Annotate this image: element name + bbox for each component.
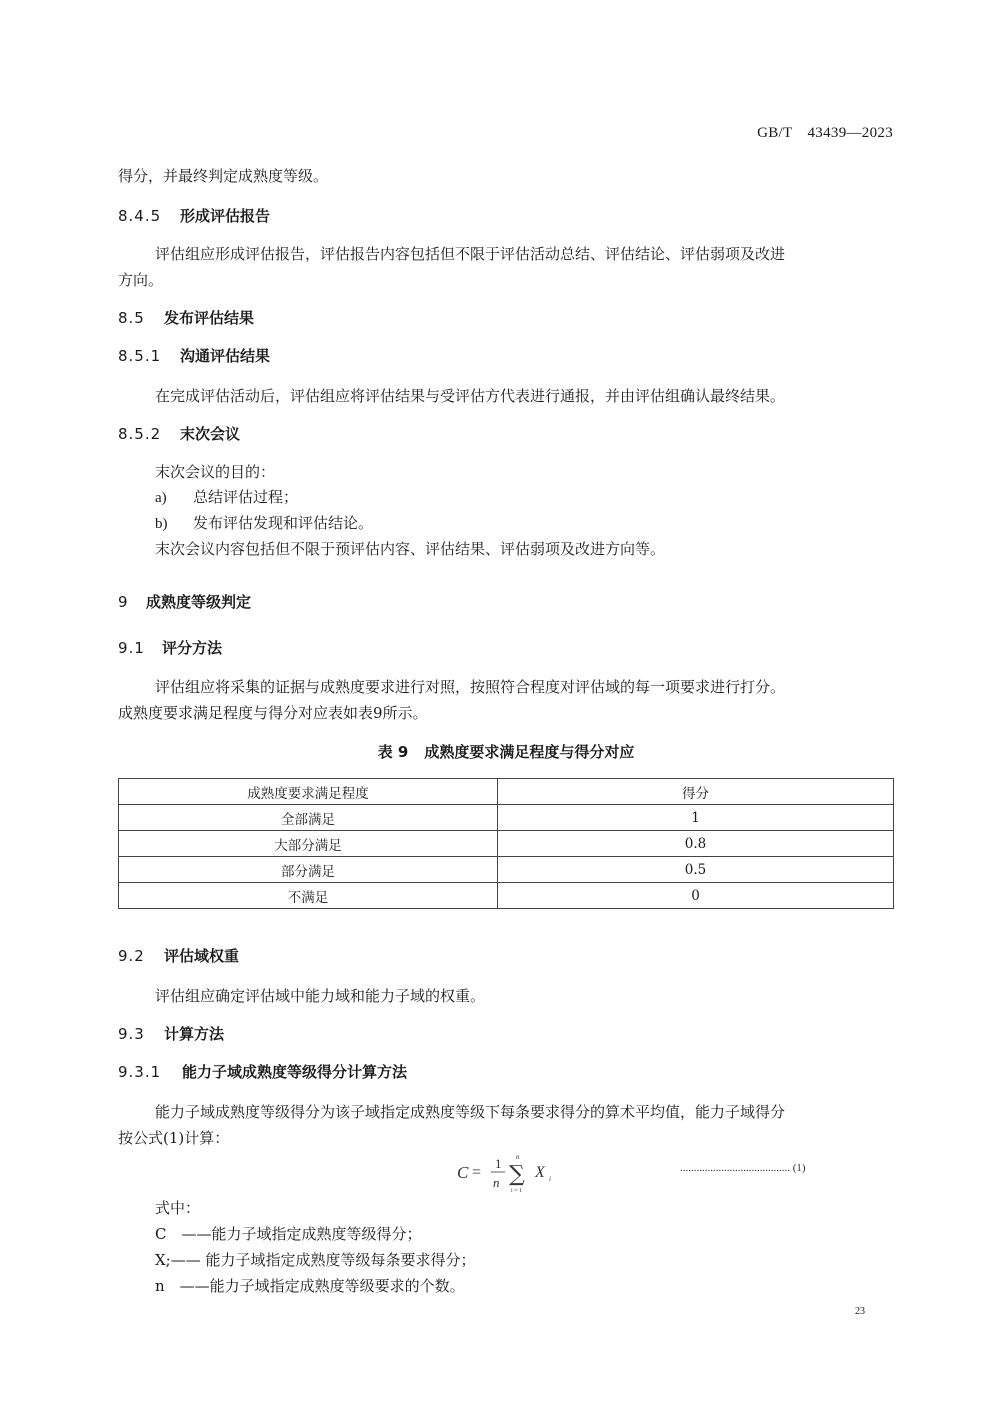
table-cell: 不满足 (119, 883, 498, 909)
document-number: GB/T 43439—2023 (757, 125, 893, 141)
table-caption-title: 成熟度要求满足程度与得分对应 (424, 743, 635, 761)
table-row (119, 831, 894, 857)
table-cell: 0 (498, 883, 894, 909)
where-item: X;—— 能力子域指定成熟度等级每条要求得分； (155, 1251, 476, 1269)
table-row (119, 805, 894, 831)
table-cell: 0.5 (498, 857, 894, 883)
heading-number: 9.1 (118, 639, 145, 657)
where-label: 式中： (155, 1199, 201, 1217)
table-cell: 0.8 (498, 831, 894, 857)
equation-number: (1) (792, 1162, 806, 1174)
heading-number: 9.3.1 (118, 1063, 162, 1081)
heading-title: 形成评估报告 (180, 207, 271, 225)
sum-lower-limit: i = 1 (511, 1188, 523, 1194)
table-cell: 1 (498, 805, 894, 831)
heading-8-5-2 (118, 424, 240, 444)
paragraph: 评估组应将采集的证据与成熟度要求进行对照，按照符合程度对评估域的每一项要求进行打分。 (155, 678, 786, 696)
list-item (155, 513, 373, 534)
heading-9 (118, 592, 251, 612)
heading-8-4-5 (118, 206, 270, 226)
formula-lhs: C (457, 1163, 469, 1182)
paragraph: 按公式(1)计算： (118, 1129, 230, 1147)
table-row (119, 857, 894, 883)
paragraph: 末次会议的目的： (155, 463, 276, 481)
heading-number: 9 (118, 593, 128, 611)
table-9 (118, 778, 894, 909)
heading-title: 计算方法 (164, 1025, 225, 1043)
table-row (119, 883, 894, 909)
heading-number: 8.5 (118, 309, 145, 327)
heading-number: 9.3 (118, 1025, 145, 1043)
list-item-label: b) (155, 516, 168, 532)
list-item (155, 487, 298, 508)
table-cell: 大部分满足 (119, 831, 498, 857)
heading-title: 能力子域成熟度等级得分计算方法 (182, 1063, 408, 1081)
page-number: 23 (855, 1306, 865, 1317)
sum-sigma: ∑ (509, 1162, 525, 1187)
formula-numerator: 1 (495, 1156, 502, 1171)
heading-title: 评分方法 (162, 639, 223, 657)
heading-title: 成熟度等级判定 (146, 593, 252, 611)
heading-9-3-1 (118, 1062, 407, 1082)
where-item: C ——能力子域指定成熟度等级得分； (155, 1225, 422, 1243)
paragraph: 能力子域成熟度等级得分为该子域指定成熟度等级下每条要求得分的算术平均值，能力子域得分 (155, 1103, 786, 1121)
table-caption (0, 741, 1000, 762)
equation-leader (680, 1162, 806, 1174)
formula-term: X (535, 1164, 545, 1181)
formula-1 (455, 1150, 595, 1198)
heading-9-1 (118, 638, 222, 658)
heading-number: 8.5.2 (118, 425, 162, 443)
heading-title: 沟通评估结果 (180, 347, 271, 365)
table-cell: 全部满足 (119, 805, 498, 831)
paragraph: 在完成评估活动后，评估组应将评估结果与受评估方代表进行通报，并由评估组确认最终结果。 (155, 387, 786, 405)
heading-title: 末次会议 (180, 425, 241, 443)
heading-9-3 (118, 1024, 224, 1044)
table-header-row (119, 779, 894, 805)
sum-upper-limit: n (516, 1153, 520, 1161)
leader-dots: ........................................ (680, 1162, 790, 1174)
table-caption-number: 表 9 (377, 743, 409, 761)
heading-title: 发布评估结果 (164, 309, 255, 327)
formula-denominator: n (493, 1175, 500, 1190)
heading-number: 8.5.1 (118, 347, 162, 365)
paragraph: 末次会议内容包括但不限于预评估内容、评估结果、评估弱项及改进方向等。 (155, 540, 666, 558)
heading-number: 9.2 (118, 947, 145, 965)
formula-equals: = (472, 1164, 482, 1181)
list-item-text: 发布评估发现和评估结论。 (193, 514, 374, 532)
heading-title: 评估域权重 (164, 947, 240, 965)
heading-9-2 (118, 946, 239, 966)
heading-8-5-1 (118, 346, 270, 366)
heading-8-5 (118, 308, 254, 328)
paragraph: 方向。 (118, 271, 164, 289)
where-item: n ——能力子域指定成熟度等级要求的个数。 (155, 1277, 465, 1295)
paragraph: 评估组应确定评估域中能力域和能力子域的权重。 (155, 987, 486, 1005)
formula-term-subscript: i (549, 1175, 551, 1183)
heading-number: 8.4.5 (118, 207, 162, 225)
paragraph: 成熟度要求满足程度与得分对应表如表9所示。 (118, 704, 428, 722)
continued-paragraph: 得分，并最终判定成熟度等级。 (118, 167, 329, 185)
table-header-cell: 得分 (498, 779, 894, 805)
paragraph: 评估组应形成评估报告，评估报告内容包括但不限于评估活动总结、评估结论、评估弱项及改进 (155, 245, 786, 263)
table-header-cell: 成熟度要求满足程度 (119, 779, 498, 805)
list-item-label: a) (155, 490, 167, 506)
table-cell: 部分满足 (119, 857, 498, 883)
list-item-text: 总结评估过程； (193, 488, 299, 506)
